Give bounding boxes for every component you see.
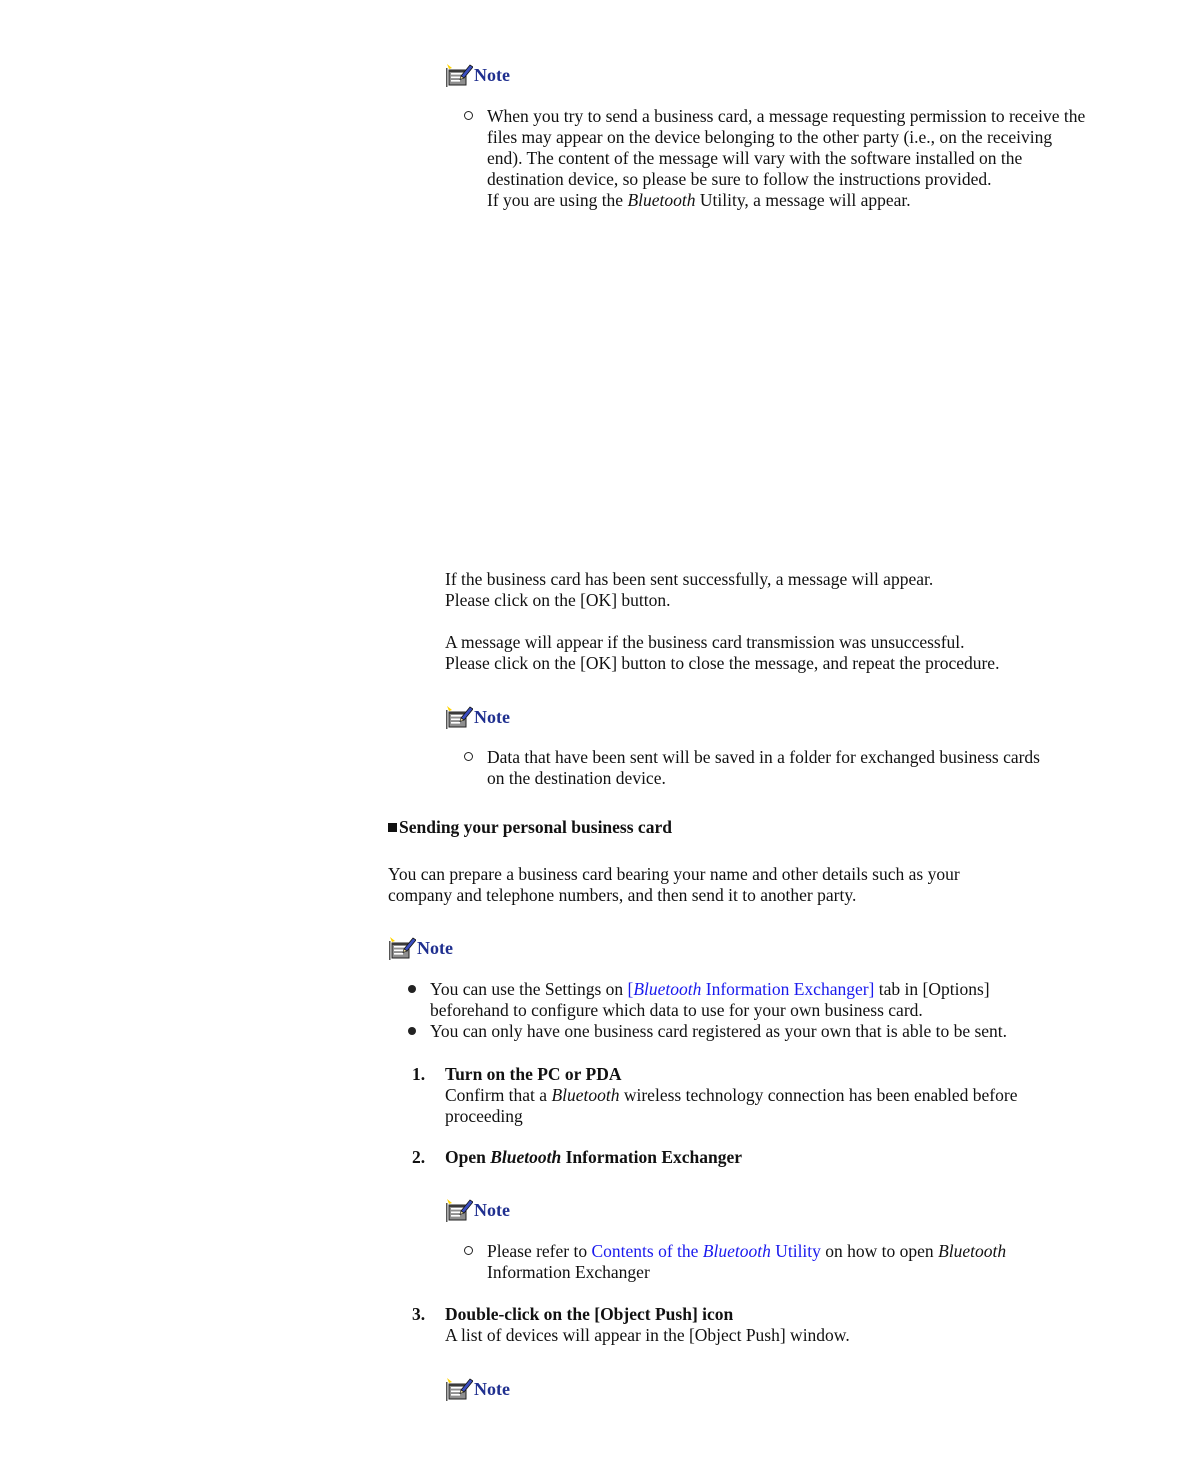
step-desc: A list of devices will appear in the [Object Push] window. [445, 1325, 850, 1345]
note-header [388, 935, 453, 961]
note-icon [388, 935, 416, 961]
note-icon [445, 1197, 473, 1223]
list-item [487, 106, 1087, 211]
step-title: Turn on the PC or PDA [445, 1064, 622, 1084]
section-intro: You can prepare a business card bearing your name and other details such as your company and telephone numbers, and then send it to another party. [388, 864, 960, 905]
note-icon-wrap [445, 1197, 473, 1223]
step-1 [445, 1064, 1075, 1127]
circle-bullet-icon [464, 752, 473, 761]
disc-bullet-icon [408, 985, 416, 993]
info-exchanger-tab-link[interactable]: [Bluetooth Information Exchanger] [627, 979, 875, 999]
step-title: Double-click on the [Object Push] icon [445, 1304, 734, 1324]
step-3 [445, 1304, 1075, 1346]
step-number: 2. [412, 1147, 426, 1167]
note-icon [445, 704, 473, 730]
note-icon-wrap [445, 704, 473, 730]
step-number: 1. [412, 1064, 426, 1084]
contents-utility-link[interactable]: Contents of the Bluetooth Utility [591, 1241, 821, 1261]
step-number: 3. [412, 1304, 426, 1324]
failure-line1: A message will appear if the business card transmission was unsuccessful. [445, 632, 965, 652]
note-icon-wrap [445, 62, 473, 88]
note-header [445, 1197, 510, 1223]
note-label: Note [474, 1200, 510, 1220]
circle-bullet-icon [464, 1246, 473, 1255]
note-icon-wrap [388, 935, 416, 961]
note-label: Note [474, 707, 510, 727]
step-desc: Confirm that a Bluetooth wireless technology connection has been enabled before proceeding [445, 1085, 1018, 1126]
note-header [445, 1376, 510, 1402]
note1-text: When you try to send a business card, a message requesting permission to receive the files may appear on the device belonging to the other party (i.e., on the receiving end). The content of the message will vary with the software installed on the destination device, so please be sure to follow the instructions provided. [487, 106, 1086, 189]
note-icon-wrap [445, 1376, 473, 1402]
success-line2: Please click on the [OK] button. [445, 590, 671, 610]
note3-item2: You can only have one business card registered as your own that is able to be sent. [430, 1021, 1008, 1041]
note-header [445, 62, 510, 88]
list-item [430, 1021, 1090, 1042]
failure-message [445, 632, 1085, 674]
list-item [487, 747, 1057, 789]
note2-text: Data that have been sent will be saved in a folder for exchanged business cards on the destination device. [487, 747, 1040, 788]
note-icon [445, 1376, 473, 1402]
note4-text: Please refer to Contents of the Bluetooth Utility on how to open Bluetooth Information Exchanger [487, 1241, 1007, 1282]
section-heading: Sending your personal business card [388, 817, 672, 838]
success-message [445, 569, 1085, 611]
list-item [487, 1241, 1087, 1283]
note3-item1: You can use the Settings on [Bluetooth Information Exchanger] tab in [Options] beforehand to configure which data to use for your own business card. [430, 979, 990, 1020]
list-item [430, 979, 1070, 1021]
note-icon [445, 62, 473, 88]
disc-bullet-icon [408, 1027, 416, 1035]
success-line1: If the business card has been sent successfully, a message will appear. [445, 569, 934, 589]
square-bullet-icon [388, 823, 397, 832]
circle-bullet-icon [464, 111, 473, 120]
note-label: Note [474, 65, 510, 85]
note1-utility-line: If you are using the Bluetooth Utility, a message will appear. [487, 190, 911, 210]
note-label: Note [417, 938, 453, 958]
failure-line2: Please click on the [OK] button to close the message, and repeat the procedure. [445, 653, 1000, 673]
note-label: Note [474, 1379, 510, 1399]
note-header [445, 704, 510, 730]
step-2: Open Bluetooth Information Exchanger [445, 1147, 743, 1167]
